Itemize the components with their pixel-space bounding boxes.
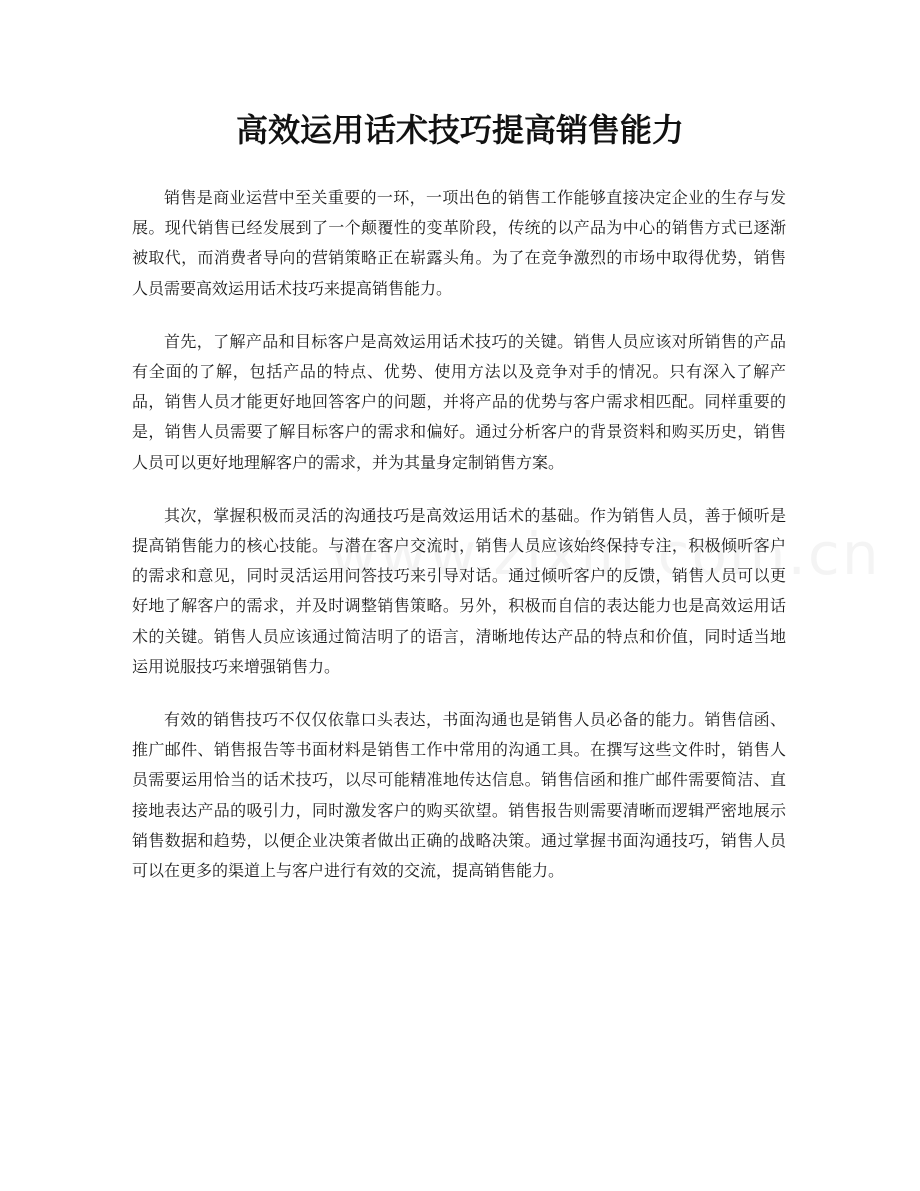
paragraph-3: 其次，掌握积极而灵活的沟通技巧是高效运用话术的基础。作为销售人员，善于倾听是提高销售能力的核心技能。与潜在客户交流时，销售人员应该始终保持专注，积极倾听客户的需求和意见，同时灵活运用问答技巧来引导对话。通过倾听客户的反馈，销售人员可以更好地了解客户的需求，并及时调整销售策略。另外，积极而自信的表达能力也是高效运用话术的关键。销售人员应该通过简洁明了的语言，清晰地传达产品的特点和价值，同时适当地运用说服技巧来增强销售力。 — [132, 505, 786, 676]
paragraph-2: 首先，了解产品和目标客户是高效运用话术技巧的关键。销售人员应该对所销售的产品有全面的了解，包括产品的特点、优势、使用方法以及竞争对手的情况。只有深入了解产品，销售人员才能更好地回答客户的问题，并将产品的优势与客户需求相匹配。同样重要的是，销售人员需要了解目标客户的需求和偏好。通过分析客户的背景资料和购买历史，销售人员可以更好地理解客户的需求，并为其量身定制销售方案。 — [132, 331, 786, 472]
paragraph-4: 有效的销售技巧不仅仅依靠口头表达，书面沟通也是销售人员必备的能力。销售信函、推广邮件、销售报告等书面材料是销售工作中常用的沟通工具。在撰写这些文件时，销售人员需要运用恰当的话术技巧，以尽可能精准地传达信息。销售信函和推广邮件需要简洁、直接地表达产品的吸引力，同时激发客户的购买欲望。销售报告则需要清晰而逻辑严密地展示销售数据和趋势，以便企业决策者做出正确的战略决策。通过掌握书面沟通技巧，销售人员可以在更多的渠道上与客户进行有效的交流，提高销售能力。 — [132, 710, 786, 881]
document-title: 高效运用话术技巧提高销售能力 — [235, 111, 684, 149]
paragraph-1: 销售是商业运营中至关重要的一环，一项出色的销售工作能够直接决定企业的生存与发展。现代销售已经发展到了一个颠覆性的变革阶段，传统的以产品为中心的销售方式已逐渐被取代，而消费者导向的营销策略正在崭露头角。为了在竞争激烈的市场中取得优势，销售人员需要高效运用话术技巧来提高销售能力。 — [132, 188, 786, 298]
document-body — [132, 183, 786, 909]
